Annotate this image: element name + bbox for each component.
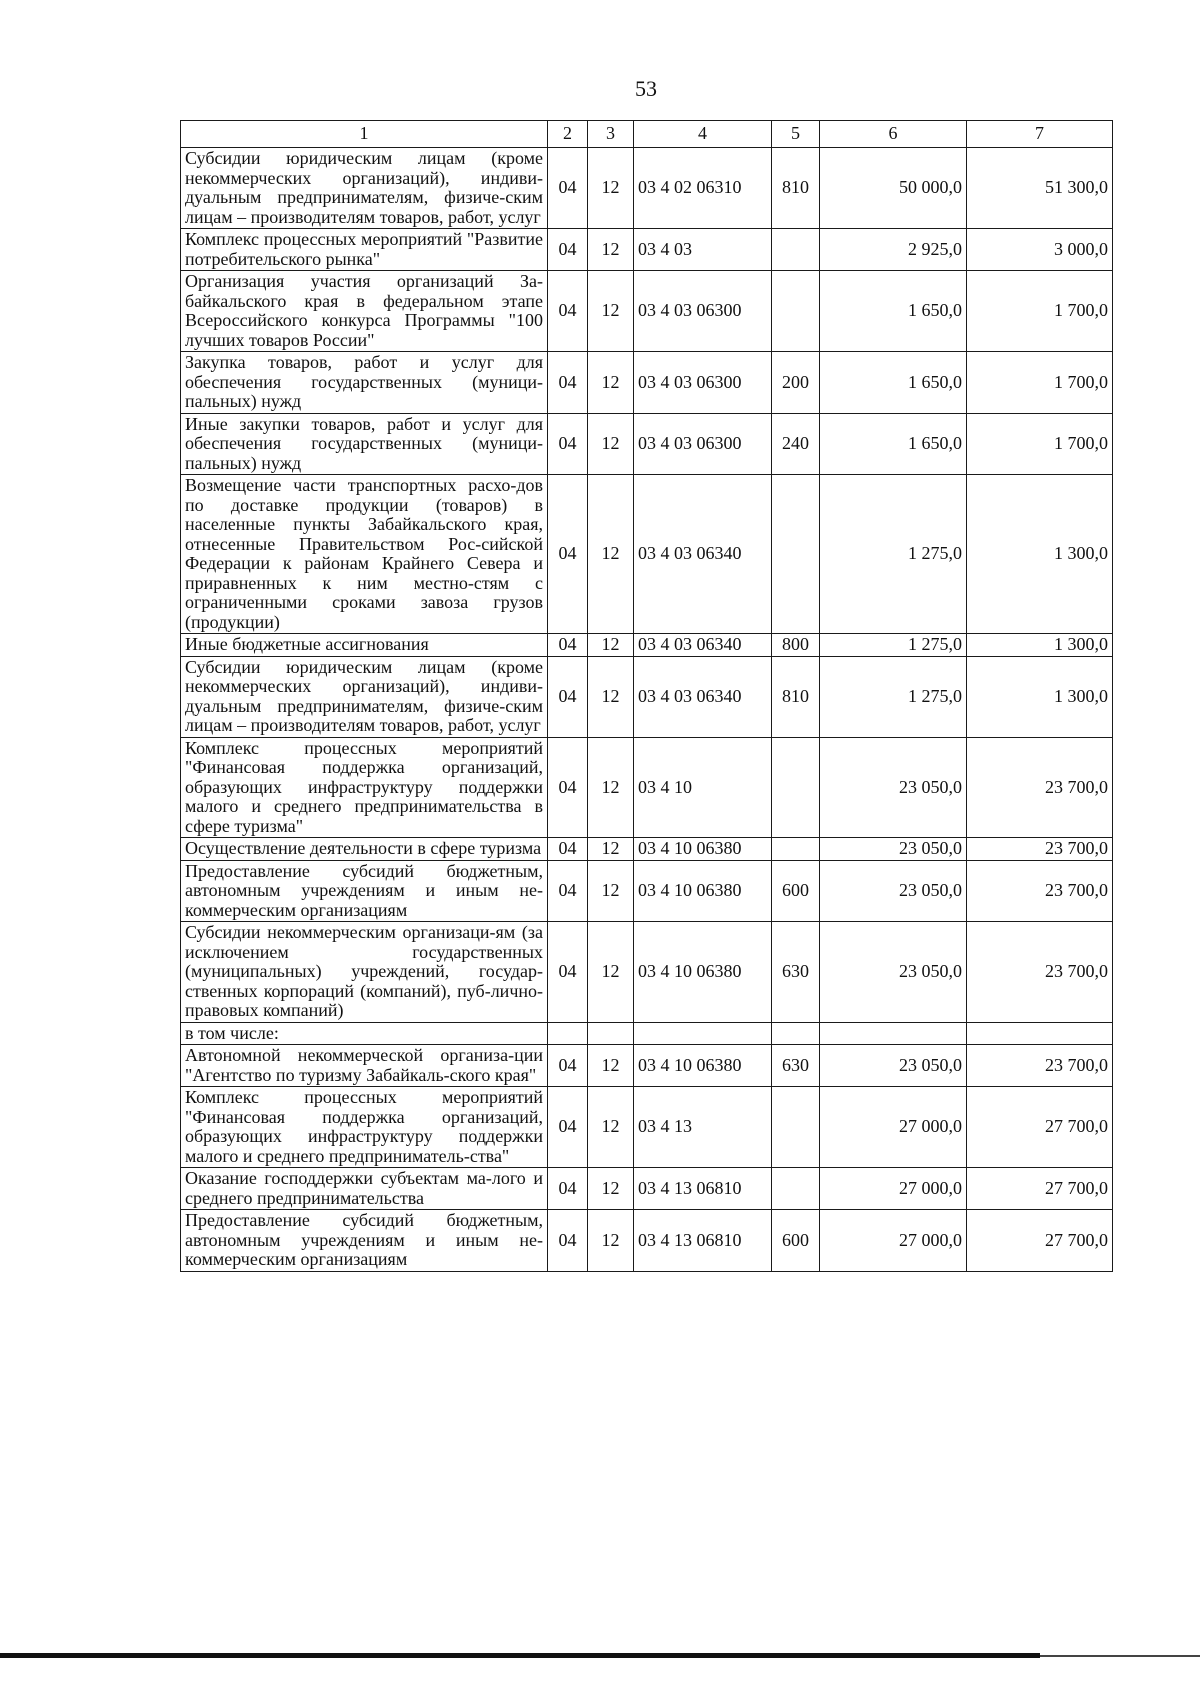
row-name-cell: Оказание господдержки субъектам ма-лого и среднего предпринимательства <box>181 1168 548 1210</box>
row-subsection-cell: 12 <box>588 1087 634 1168</box>
row-section-cell: 04 <box>548 229 588 271</box>
row-type-cell <box>772 737 820 838</box>
row-type-cell: 810 <box>772 656 820 737</box>
row-code-cell <box>634 1022 772 1045</box>
table-body <box>181 148 1113 1272</box>
row-value-col7-cell: 27 700,0 <box>967 1168 1113 1210</box>
row-section-cell: 04 <box>548 148 588 229</box>
row-code-cell: 03 4 03 06340 <box>634 634 772 657</box>
row-code-cell: 03 4 10 <box>634 737 772 838</box>
row-code-cell: 03 4 10 06380 <box>634 860 772 922</box>
row-value-col6-cell: 1 275,0 <box>820 475 967 634</box>
row-type-cell: 200 <box>772 352 820 414</box>
row-name-cell: Предоставление субсидий бюджетным, автономным учреждениям и иным не-коммерческим организациям <box>181 1210 548 1272</box>
row-section-cell: 04 <box>548 634 588 657</box>
row-name-cell: Субсидии юридическим лицам (кроме некоммерческих организаций), индиви-дуальным предпринимателям, физиче-ским лицам – производителям товаров, работ, услуг <box>181 148 548 229</box>
row-code-cell: 03 4 13 06810 <box>634 1210 772 1272</box>
table-row <box>181 656 1113 737</box>
row-subsection-cell: 12 <box>588 229 634 271</box>
row-section-cell: 04 <box>548 413 588 475</box>
row-subsection-cell: 12 <box>588 413 634 475</box>
table-row <box>181 1087 1113 1168</box>
bottom-scan-rule-thin <box>1040 1655 1200 1657</box>
table-row <box>181 737 1113 838</box>
row-section-cell: 04 <box>548 1168 588 1210</box>
row-code-cell: 03 4 10 06380 <box>634 1045 772 1087</box>
table-row <box>181 413 1113 475</box>
row-code-cell: 03 4 03 06340 <box>634 656 772 737</box>
column-header: 7 <box>967 121 1113 148</box>
row-value-col7-cell: 1 300,0 <box>967 634 1113 657</box>
row-code-cell: 03 4 02 06310 <box>634 148 772 229</box>
row-code-cell: 03 4 10 06380 <box>634 838 772 861</box>
row-subsection-cell: 12 <box>588 352 634 414</box>
row-value-col7-cell: 23 700,0 <box>967 860 1113 922</box>
row-section-cell: 04 <box>548 737 588 838</box>
row-subsection-cell: 12 <box>588 475 634 634</box>
row-subsection-cell: 12 <box>588 860 634 922</box>
table-row <box>181 634 1113 657</box>
row-type-cell <box>772 229 820 271</box>
row-name-cell: Закупка товаров, работ и услуг для обеспечения государственных (муници-пальных) нужд <box>181 352 548 414</box>
row-type-cell <box>772 1168 820 1210</box>
row-section-cell: 04 <box>548 352 588 414</box>
column-header: 2 <box>548 121 588 148</box>
row-section-cell: 04 <box>548 1210 588 1272</box>
table-row <box>181 475 1113 634</box>
row-value-col6-cell: 50 000,0 <box>820 148 967 229</box>
row-subsection-cell <box>588 1022 634 1045</box>
row-subsection-cell: 12 <box>588 1168 634 1210</box>
row-code-cell: 03 4 10 06380 <box>634 922 772 1023</box>
row-name-cell: Возмещение части транспортных расхо-дов по доставке продукции (товаров) в населенные пункты Забайкальского края, отнесенные Правительством Рос-сийской Федерации к районам Крайнего Севера и приравненных к ним местно-стям с ограниченными сроками завоза грузов (продукции) <box>181 475 548 634</box>
row-value-col7-cell: 1 700,0 <box>967 413 1113 475</box>
row-name-cell: Осуществление деятельности в сфере туризма <box>181 838 548 861</box>
row-value-col6-cell: 1 275,0 <box>820 634 967 657</box>
column-header: 1 <box>181 121 548 148</box>
row-section-cell: 04 <box>548 1045 588 1087</box>
row-value-col6-cell: 23 050,0 <box>820 737 967 838</box>
row-type-cell <box>772 1022 820 1045</box>
table-row <box>181 922 1113 1023</box>
column-header: 6 <box>820 121 967 148</box>
row-subsection-cell: 12 <box>588 271 634 352</box>
table-header <box>181 121 1113 148</box>
table-row <box>181 352 1113 414</box>
row-type-cell: 600 <box>772 860 820 922</box>
row-value-col7-cell: 1 700,0 <box>967 271 1113 352</box>
row-subsection-cell: 12 <box>588 1045 634 1087</box>
row-code-cell: 03 4 03 06300 <box>634 352 772 414</box>
row-value-col7-cell: 1 700,0 <box>967 352 1113 414</box>
table-row <box>181 1045 1113 1087</box>
row-subsection-cell: 12 <box>588 634 634 657</box>
table-row <box>181 1210 1113 1272</box>
table-row <box>181 838 1113 861</box>
row-subsection-cell: 12 <box>588 148 634 229</box>
column-header: 3 <box>588 121 634 148</box>
row-subsection-cell: 12 <box>588 1210 634 1272</box>
row-section-cell <box>548 1022 588 1045</box>
row-value-col7-cell: 1 300,0 <box>967 656 1113 737</box>
row-value-col6-cell: 1 650,0 <box>820 413 967 475</box>
table-row <box>181 271 1113 352</box>
row-value-col7-cell: 1 300,0 <box>967 475 1113 634</box>
row-code-cell: 03 4 03 <box>634 229 772 271</box>
row-name-cell: Комплекс процессных мероприятий "Финансовая поддержка организаций, образующих инфраструктуру поддержки малого и среднего предпринимательства в сфере туризма" <box>181 737 548 838</box>
page-number: 53 <box>635 76 657 101</box>
row-value-col6-cell: 1 650,0 <box>820 352 967 414</box>
row-value-col7-cell: 27 700,0 <box>967 1210 1113 1272</box>
row-name-cell: Организация участия организаций За-байкальского края в федеральном этапе Всероссийского конкурса Программы "100 лучших товаров России" <box>181 271 548 352</box>
row-type-cell <box>772 838 820 861</box>
row-section-cell: 04 <box>548 271 588 352</box>
row-value-col7-cell: 51 300,0 <box>967 148 1113 229</box>
table-row <box>181 229 1113 271</box>
row-code-cell: 03 4 03 06340 <box>634 475 772 634</box>
row-section-cell: 04 <box>548 475 588 634</box>
row-name-cell: Субсидии некоммерческим организаци-ям (за исключением государственных (муниципальных) учреждений, государ-ственных корпораций (компаний), пуб-лично-правовых компаний) <box>181 922 548 1023</box>
row-subsection-cell: 12 <box>588 656 634 737</box>
row-value-col6-cell: 1 650,0 <box>820 271 967 352</box>
row-subsection-cell: 12 <box>588 922 634 1023</box>
column-header: 5 <box>772 121 820 148</box>
row-name-cell: в том числе: <box>181 1022 548 1045</box>
row-type-cell: 600 <box>772 1210 820 1272</box>
row-value-col6-cell: 23 050,0 <box>820 1045 967 1087</box>
row-type-cell <box>772 1087 820 1168</box>
row-type-cell: 630 <box>772 922 820 1023</box>
row-value-col6-cell: 23 050,0 <box>820 860 967 922</box>
row-value-col7-cell <box>967 1022 1113 1045</box>
row-value-col6-cell: 27 000,0 <box>820 1210 967 1272</box>
header-row <box>181 121 1113 148</box>
row-section-cell: 04 <box>548 656 588 737</box>
table-row <box>181 860 1113 922</box>
bottom-scan-rule <box>0 1653 1040 1658</box>
row-type-cell: 800 <box>772 634 820 657</box>
row-value-col6-cell: 2 925,0 <box>820 229 967 271</box>
row-name-cell: Субсидии юридическим лицам (кроме некоммерческих организаций), индиви-дуальным предпринимателям, физиче-ским лицам – производителям товаров, работ, услуг <box>181 656 548 737</box>
row-subsection-cell: 12 <box>588 737 634 838</box>
row-code-cell: 03 4 13 <box>634 1087 772 1168</box>
row-name-cell: Иные бюджетные ассигнования <box>181 634 548 657</box>
row-value-col6-cell: 23 050,0 <box>820 922 967 1023</box>
row-type-cell <box>772 271 820 352</box>
row-value-col6-cell: 27 000,0 <box>820 1168 967 1210</box>
row-name-cell: Комплекс процессных мероприятий "Финансовая поддержка организаций, образующих инфраструктуру поддержки малого и среднего предприниматель-ства" <box>181 1087 548 1168</box>
row-value-col6-cell: 27 000,0 <box>820 1087 967 1168</box>
row-type-cell: 630 <box>772 1045 820 1087</box>
row-section-cell: 04 <box>548 922 588 1023</box>
row-value-col6-cell <box>820 1022 967 1045</box>
row-section-cell: 04 <box>548 860 588 922</box>
row-name-cell: Комплекс процессных мероприятий "Развитие потребительского рынка" <box>181 229 548 271</box>
row-value-col7-cell: 23 700,0 <box>967 1045 1113 1087</box>
row-subsection-cell: 12 <box>588 838 634 861</box>
row-code-cell: 03 4 03 06300 <box>634 271 772 352</box>
table-row <box>181 148 1113 229</box>
row-code-cell: 03 4 03 06300 <box>634 413 772 475</box>
row-code-cell: 03 4 13 06810 <box>634 1168 772 1210</box>
table-row <box>181 1022 1113 1045</box>
row-name-cell: Предоставление субсидий бюджетным, автономным учреждениям и иным не-коммерческим организациям <box>181 860 548 922</box>
row-value-col7-cell: 3 000,0 <box>967 229 1113 271</box>
row-type-cell <box>772 475 820 634</box>
row-value-col7-cell: 23 700,0 <box>967 737 1113 838</box>
budget-table <box>180 120 1113 1272</box>
row-value-col6-cell: 1 275,0 <box>820 656 967 737</box>
row-section-cell: 04 <box>548 838 588 861</box>
row-name-cell: Автономной некоммерческой организа-ции "Агентство по туризму Забайкаль-ского края" <box>181 1045 548 1087</box>
row-type-cell: 810 <box>772 148 820 229</box>
row-value-col7-cell: 23 700,0 <box>967 838 1113 861</box>
table-row <box>181 1168 1113 1210</box>
row-value-col7-cell: 27 700,0 <box>967 1087 1113 1168</box>
row-section-cell: 04 <box>548 1087 588 1168</box>
row-name-cell: Иные закупки товаров, работ и услуг для обеспечения государственных (муници-пальных) нужд <box>181 413 548 475</box>
row-value-col7-cell: 23 700,0 <box>967 922 1113 1023</box>
column-header: 4 <box>634 121 772 148</box>
row-type-cell: 240 <box>772 413 820 475</box>
row-value-col6-cell: 23 050,0 <box>820 838 967 861</box>
